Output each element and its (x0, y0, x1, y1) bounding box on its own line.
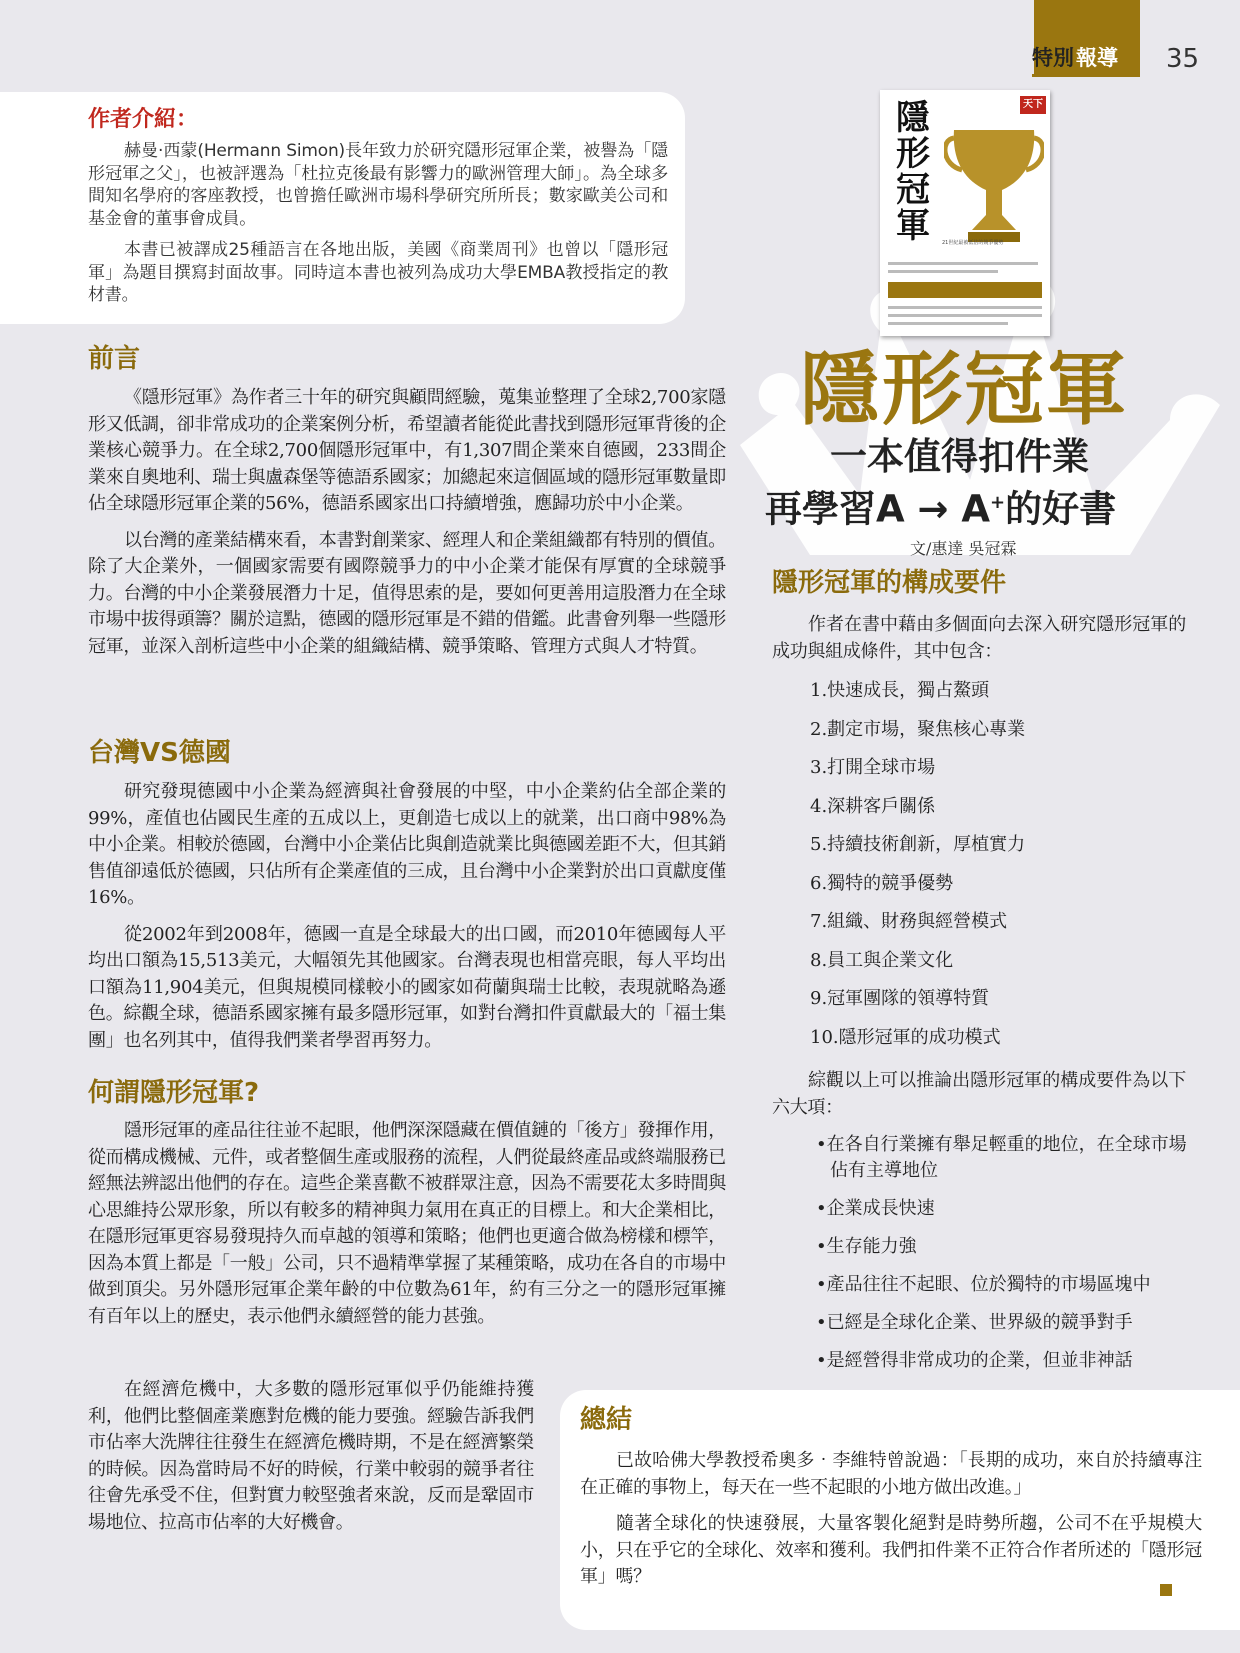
subtitle-prefix: 再學習A → A (765, 487, 991, 531)
list-item: 2.劃定市場，聚焦核心專業 (810, 718, 1026, 740)
summary-paragraph-1: 已故哈佛大學教授希奧多‧李維特曾說過：「長期的成功，來自於持續專注在正確的事物上，每天在一些不起眼的小地方做出改進。」 (580, 1450, 1202, 1498)
article-title: 隱形冠軍 (800, 343, 1128, 436)
elements-bullets (816, 1132, 1192, 1374)
what-is-body (88, 1118, 726, 1330)
author-paragraph-1: 赫曼‧西蒙(Hermann Simon)長年致力於研究隱形冠軍企業，被譽為「隱形冠軍之父」，也被評選為「杜拉克後最有影響力的歐洲管理大師」。為全球多間知名學府的客座教授，也曾擔任歐洲市場科學研究所所長；數家歐美公司和基金會的董事會成員。 (88, 141, 668, 229)
what-is-paragraph-1: 隱形冠軍的產品往往並不起眼，他們深深隱藏在價值鏈的「後方」發揮作用，從而構成機械、元件，或者整個生產或服務的流程，人們從最終產品或終端服務已經無法辨認出他們的存在。這些企業喜歡不被群眾注意，因為不需要花太多時間與心思維持公眾形象，所以有較多的精神與力氣用在真正的目標上。和大企業相比，在隱形冠軍更容易發現持久而卓越的領導和策略；他們也更適合做為榜樣和標竿，因為本質上都是「一般」公司，只不過精準掌握了某種策略，成功在各自的市場中做到頂尖。另外隱形冠軍企業年齡的中位數為61年，約有三分之一的隱形冠軍擁有百年以上的歷史，表示他們永續經營的能力甚強。 (88, 1120, 726, 1327)
article-subtitle-line1: 一本值得扣件業 (830, 435, 1089, 478)
section-label-part1: 特別 (1032, 46, 1074, 70)
list-item: 1.快速成長，獨占鰲頭 (810, 680, 990, 701)
section-label-part2: 報導 (1076, 46, 1118, 70)
bullet-text: 是經營得非常成功的企業，但並非神話 (826, 1350, 1133, 1371)
subtitle-suffix: 的好書 (1005, 487, 1117, 531)
cover-rule (888, 306, 1042, 309)
bullet-item: •企業成長快速 (816, 1198, 935, 1219)
taiwan-germany-body (88, 779, 726, 1054)
taiwan-germany-paragraph-2: 從2002年到2008年，德國一直是全球最大的出口國，而2010年德國每人平均出口額為15,513美元，大幅領先其他國家。台灣表現也相當亮眼，每人平均出口額為11,904美元，但與規模同樣較小的國家如荷蘭與瑞士比較，表現就略為遜色。綜觀全球，德語系國家擁有最多隱形冠軍，如對台灣扣件貢獻最大的「福士集團」也名列其中，值得我們業者學習再努力。 (88, 923, 726, 1051)
author-paragraph-2: 本書已被譯成25種語言在各地出版，美國《商業周刊》也曾以「隱形冠軍」為題目撰寫封面故事。同時這本書也被列為成功大學EMBA教授指定的教材書。 (88, 240, 668, 305)
book-cover-image (880, 90, 1050, 336)
list-item: 7.組織、財務與經營模式 (810, 911, 1008, 932)
book-cover-subtitle: 21世紀最被低估的競爭優勢 (942, 240, 1004, 246)
author-intro-body (88, 140, 668, 307)
bullet-text: 已經是全球化企業、世界級的競爭對手 (826, 1312, 1133, 1333)
list-item: 3.打開全球市場 (810, 757, 936, 778)
end-mark-icon (1160, 1584, 1172, 1596)
bullet-text: 企業成長快速 (826, 1198, 935, 1219)
bullet-text: 在各自行業擁有舉足輕重的地位，在全球市場佔有主導地位 (826, 1134, 1187, 1181)
list-item: 8.員工與企業文化 (810, 949, 954, 971)
byline: 文/惠達 吳冠霖 (910, 539, 1017, 558)
summary-body (580, 1448, 1202, 1591)
cover-rule (888, 314, 1042, 317)
section-label (1032, 44, 1118, 72)
bullet-item: •已經是全球化企業、世界級的競爭對手 (816, 1312, 1133, 1333)
book-cover-title: 隱形冠軍 (896, 98, 930, 246)
list-item: 9.冠軍團隊的領導特質 (810, 988, 990, 1009)
cover-rule (888, 322, 1008, 325)
summary-heading: 總結 (580, 1405, 633, 1435)
preface-paragraph-2: 以台灣的產業結構來看，本書對創業家、經理人和企業組織都有特別的價值。除了大企業外，一個國家需要有國際競爭力的中小企業才能保有厚實的全球競爭力。台灣的中小企業發展潛力十足，值得思索的是，要如何更善用這股潛力在全球市場中拔得頭籌？關於這點，德國的隱形冠軍是不錯的借鑑。此書會列舉一些隱形冠軍，並深入剖析這些中小企業的組織結構、競爭策略、管理方式與人才特質。 (88, 529, 726, 657)
list-item: 5.持續技術創新，厚植實力 (810, 834, 1026, 855)
article-subtitle-line2 (765, 480, 1116, 532)
author-intro-heading: 作者介紹： (88, 107, 199, 132)
bullet-item: •產品往往不起眼、位於獨特的市場區塊中 (816, 1274, 1151, 1295)
cover-rule (888, 262, 1038, 265)
publisher-logo: 天下 (1020, 96, 1046, 114)
list-item: 4.深耕客戶關係 (810, 795, 936, 817)
list-item: 10.隱形冠軍的成功模式 (810, 1026, 1001, 1048)
elements-intro-text: 作者在書中藉由多個面向去深入研究隱形冠軍的成功與組成條件，其中包含： (772, 614, 1186, 662)
what-is-body-continued (88, 1377, 534, 1536)
what-is-heading: 何謂隱形冠軍? (88, 1078, 260, 1108)
bullet-text: 生存能力強 (826, 1236, 917, 1257)
bullet-item: •是經營得非常成功的企業，但並非神話 (816, 1350, 1133, 1371)
summary-box (560, 1390, 1240, 1630)
summary-paragraph-2: 隨著全球化的快速發展，大量客製化絕對是時勢所趨，公司不在乎規模大小，只在乎它的全球化、效率和獲利。我們扣件業不正符合作者所述的「隱形冠軍」嗎？ (580, 1513, 1202, 1587)
taiwan-germany-paragraph-1: 研究發現德國中小企業為經濟與社會發展的中堅，中小企業約佔全部企業的99%，產值也佔國民生產的五成以上，更創造七成以上的就業，出口商中98%為中小企業。相較於德國，台灣中小企業佔比與創造就業比與德國差距不大，但其銷售值卻遠低於德國，只佔所有企業產值的三成，且台灣中小企業對於出口貢獻度僅16%。 (88, 781, 726, 908)
bullet-text: 產品往往不起眼、位於獨特的市場區塊中 (826, 1274, 1151, 1295)
preface-heading: 前言 (88, 344, 141, 374)
taiwan-germany-heading: 台灣VS德國 (88, 738, 231, 768)
header-underline (1032, 74, 1140, 77)
elements-heading: 隱形冠軍的構成要件 (772, 568, 1007, 598)
list-item: 6.獨特的競爭優勢 (810, 872, 954, 894)
cover-rule (888, 270, 998, 273)
preface-body (88, 385, 726, 660)
author-intro-box (0, 92, 685, 324)
cover-band (888, 282, 1042, 298)
bullet-item: •生存能力強 (816, 1236, 917, 1257)
what-is-paragraph-2: 在經濟危機中，大多數的隱形冠軍似乎仍能維持獲利，他們比整個產業應對危機的能力要強。經驗告訴我們市佔率大洗牌往往發生在經濟危機時期，不是在經濟繁榮的時候。因為當時局不好的時候，行業中較弱的競爭者往往會先承受不住，但對實力較堅強者來說，反而是鞏固市場地位、拉高市佔率的大好機會。 (88, 1379, 534, 1533)
elements-list (810, 678, 1190, 1051)
elements-conclusion-text: 綜觀以上可以推論出隱形冠軍的構成要件為以下六大項： (772, 1070, 1186, 1118)
subtitle-superscript: + (990, 492, 1006, 513)
trophy-icon (944, 120, 1044, 250)
bullet-item: •在各自行業擁有舉足輕重的地位，在全球市場佔有主導地位 (816, 1134, 1187, 1181)
elements-intro (772, 612, 1186, 665)
page-number: 35 (1166, 44, 1200, 74)
preface-paragraph-1: 《隱形冠軍》為作者三十年的研究與顧問經驗，蒐集並整理了全球2,700家隱形又低調，卻非常成功的企業案例分析，希望讀者能從此書找到隱形冠軍背後的企業核心競爭力。在全球2,700個隱形冠軍中，有1,307間企業來自德國，233間企業來自奧地利、瑞士與盧森堡等德語系國家；加總起來這個區域的隱形冠軍數量即佔全球隱形冠軍企業的56%，德語系國家出口持續增強，應歸功於中小企業。 (88, 387, 726, 514)
elements-conclusion (772, 1068, 1186, 1121)
